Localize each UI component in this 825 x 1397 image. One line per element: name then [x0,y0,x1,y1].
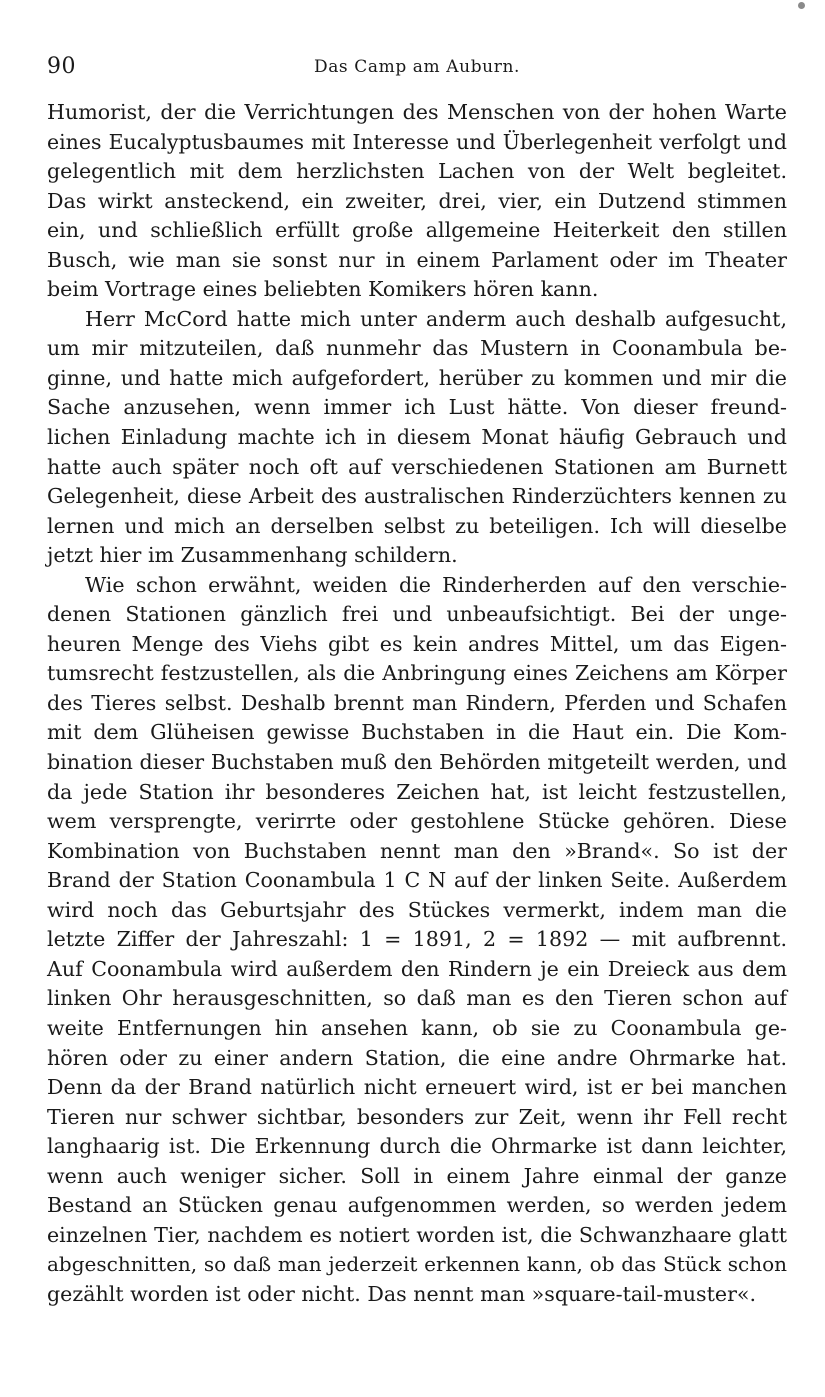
text-line: Tieren nur schwer sichtbar, besonders zur Zeit, wenn ihr Fell recht [47,1104,787,1129]
text-line: linken Ohr herausgeschnitten, so daß man es den Tieren schon auf [47,986,787,1011]
text-line: Sache anzusehen, wenn immer ich Lust hätte. Von dieser freund- [47,395,787,420]
text-line: einzelnen Tier, nachdem es notiert worden ist, die Schwanzhaare glatt [47,1222,787,1247]
text-line: Wie schon erwähnt, weiden die Rinderherden auf den verschie- [85,572,787,597]
text-line: Gelegenheit, diese Arbeit des australischen Rinderzüchters kennen zu [47,484,787,509]
text-line: tumsrecht festzustellen, als die Anbringung eines Zeichens am Körper [47,661,787,686]
text-line: des Tieres selbst. Deshalb brennt man Rindern, Pferden und Schafen [47,690,787,715]
text-line: denen Stationen gänzlich frei und unbeaufsichtigt. Bei der unge- [47,602,787,627]
text-line: jetzt hier im Zusammenhang schildern. [47,543,458,568]
text-line: Denn da der Brand natürlich nicht erneuert wird, ist er bei manchen [47,1075,787,1100]
text-line: um mir mitzuteilen, daß nunmehr das Mustern in Coonambula be- [47,336,787,361]
text-line: Busch, wie man sie sonst nur in einem Parlament oder im Theater [47,247,787,272]
text-line: ginne, und hatte mich aufgefordert, herüber zu kommen und mir die [47,365,787,390]
text-line: wenn auch weniger sicher. Soll in einem Jahre einmal der ganze [47,1163,787,1188]
text-line: wem versprengte, verirrte oder gestohlene Stücke gehören. Diese [47,809,787,834]
running-title: Das Camp am Auburn. [313,57,521,77]
paragraph [47,571,787,1310]
text-line: Auf Coonambula wird außerdem den Rindern je ein Dreieck aus dem [47,956,787,981]
text-line: wird noch das Geburtsjahr des Stückes vermerkt, indem man die [47,897,787,922]
paragraph [47,98,787,305]
text-line: weite Entfernungen hin ansehen kann, ob sie zu Coonambula ge- [47,1015,787,1040]
text-line: gelegentlich mit dem herzlichsten Lachen von der Welt begleitet. [47,159,787,184]
text-line: langhaarig ist. Die Erkennung durch die Ohrmarke ist dann leichter, [47,1134,787,1159]
body-text [47,98,787,1309]
text-line: lichen Einladung machte ich in diesem Monat häufig Gebrauch und [47,425,787,450]
text-line: da jede Station ihr besonderes Zeichen hat, ist leicht festzustellen, [47,779,787,804]
text-line: Kombination von Buchstaben nennt man den »Brand«. So ist der [47,838,787,863]
page-number: 90 [47,54,76,79]
paragraph [47,305,787,571]
text-line: hatte auch später noch oft auf verschiedenen Stationen am Burnett [47,454,787,479]
text-line: heuren Menge des Viehs gibt es kein andres Mittel, um das Eigen- [47,631,787,656]
text-line: Bestand an Stücken genau aufgenommen werden, so werden jedem [47,1193,787,1218]
text-line: mit dem Glüheisen gewisse Buchstaben in die Haut ein. Die Kom- [47,720,787,745]
text-line: gezählt worden ist oder nicht. Das nennt man »square-tail-muster«. [47,1281,757,1306]
page-header [47,50,787,80]
text-line: Humorist, der die Verrichtungen des Menschen von der hohen Warte [47,100,787,124]
text-line: Brand der Station Coonambula 1 C N auf der linken Seite. Außerdem [47,868,787,893]
text-line: beim Vortrage eines beliebten Komikers hören kann. [47,277,599,302]
text-line: lernen und mich an derselben selbst zu beteiligen. Ich will dieselbe [47,513,787,538]
text-line: Das wirkt ansteckend, ein zweiter, drei, vier, ein Dutzend stimmen [47,188,787,213]
text-line: hören oder zu einer andern Station, die eine andre Ohrmarke hat. [47,1045,787,1070]
ink-speck [798,2,805,9]
text-line: ein, und schließlich erfüllt große allgemeine Heiterkeit den stillen [47,218,787,243]
text-line: bination dieser Buchstaben muß den Behörden mitgeteilt werden, und [47,750,787,775]
text-line: abgeschnitten, so daß man jederzeit erkennen kann, ob das Stück schon [47,1252,787,1277]
text-line: letzte Ziffer der Jahreszahl: 1 = 1891, 2 = 1892 — mit aufbrennt. [47,927,787,952]
text-line: eines Eucalyptusbaumes mit Interesse und Überlegenheit verfolgt und [47,129,787,154]
text-line: Herr McCord hatte mich unter anderm auch deshalb aufgesucht, [85,306,787,331]
